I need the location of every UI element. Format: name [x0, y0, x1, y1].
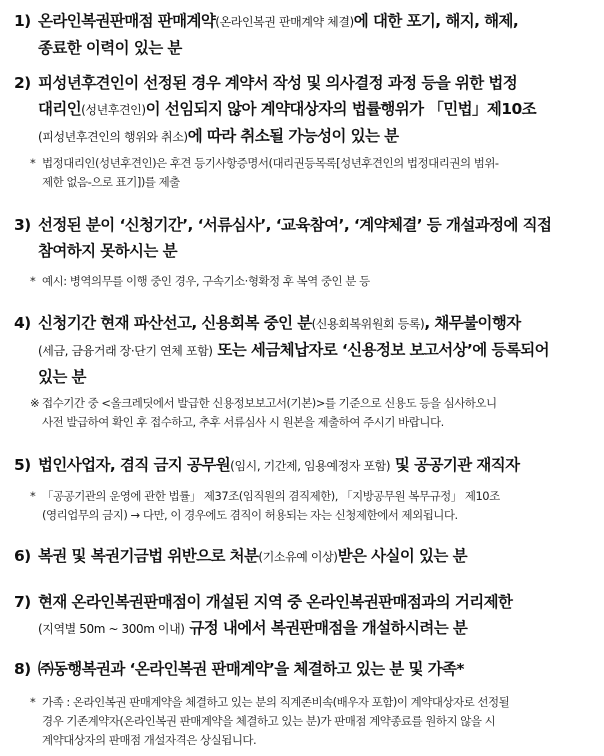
note-mark: * [30, 695, 36, 709]
item-text: 복권 및 복권기금법 위반으로 처분 [38, 547, 259, 565]
item-text: 선정된 분이 ‘신청기간’, ‘서류심사’, ‘교육참여’, ‘계약체결’ 등 개설과정에 직접 [38, 216, 552, 234]
item-1 [14, 8, 594, 61]
item-text: 종료한 이력이 있는 분 [38, 39, 182, 57]
item-number: 3) [14, 216, 31, 234]
item-text: 피성년후견인이 선정된 경우 계약서 작성 및 의사결정 과정 등을 위한 법정 [38, 74, 518, 92]
note-5 [30, 487, 590, 525]
item-text: 받은 사실이 있는 분 [337, 547, 467, 565]
note-text: 경우 기존계약자(온라인복권 판매계약을 체결하고 있는 분)가 판매점 계약종료를 원하지 않을 시 [42, 714, 496, 728]
note-8 [30, 693, 590, 750]
item-number: 2) [14, 74, 31, 92]
note-mark: * [30, 156, 36, 170]
item-text: 온라인복권판매점 판매계약 [38, 12, 216, 30]
item-3 [14, 212, 594, 264]
item-text-small: (지역별 50m ~ 300m 이내) [38, 622, 185, 636]
item-text-small: (성년후견인) [81, 103, 146, 117]
item-text: 신청기간 현재 파산선고, 신용회복 중인 분 [38, 314, 312, 332]
item-6 [14, 543, 594, 570]
item-number: 6) [14, 547, 31, 565]
note-text: 계약대상자의 판매점 개설자격은 상실됩니다. [42, 733, 257, 747]
item-number: 4) [14, 314, 31, 332]
item-text-small: (피성년후견인의 행위와 취소) [38, 130, 188, 144]
item-2 [14, 70, 594, 150]
note-text: 제한 없음-으로 표기])를 제출 [42, 175, 180, 189]
item-text: ㈜동행복권과 ‘온라인복권 판매계약’을 체결하고 있는 분 및 가족* [38, 660, 464, 678]
item-number: 8) [14, 660, 31, 678]
item-text: 에 따라 취소될 가능성이 있는 분 [187, 127, 399, 145]
note-text: (영리업무의 금지) → 다만, 이 경우에도 겸직이 허용되는 자는 신청제한에서 제외됩니다. [42, 508, 458, 522]
item-text-small: (신용회복위원회 등록) [311, 317, 425, 331]
item-number: 5) [14, 456, 31, 474]
item-text: 법인사업자, 겸직 금지 공무원 [38, 456, 231, 474]
note-text: 가족 : 온라인복권 판매계약을 체결하고 있는 분의 직계존비속(배우자 포함)이 계약대상자로 선정될 [42, 695, 510, 709]
item-text: 에 대한 포기, 해지, 해제, [353, 12, 519, 30]
note-text: 예시: 병역의무를 이행 중인 경우, 구속기소·형확정 후 복역 중인 분 등 [42, 274, 370, 288]
note-mark: ※ [30, 396, 40, 410]
item-text: 현재 온라인복권판매점이 개설된 지역 중 온라인복권판매점과의 거리제한 [38, 593, 513, 611]
item-text: 있는 분 [38, 368, 86, 386]
note-mark: * [30, 489, 36, 503]
item-text-small: (기소유예 이상) [258, 550, 338, 564]
item-text: 규정 내에서 복권판매점을 개설하시려는 분 [184, 619, 468, 637]
item-8 [14, 656, 594, 682]
item-text-small: (세금, 금융거래 장·단기 연체 포함) [38, 344, 213, 358]
note-text: 「공공기관의 운영에 관한 법률」 제37조(임직원의 겸직제한), 「지방공무원 복무규정」 제10조 [42, 489, 500, 503]
item-number: 7) [14, 593, 31, 611]
item-text-small: (임시, 기간제, 임용예정자 포함) [230, 459, 391, 473]
item-text: 참여하지 못하시는 분 [38, 242, 177, 260]
note-mark: * [30, 274, 36, 288]
note-4 [30, 394, 590, 432]
note-text: 접수기간 중 <올크레딧에서 발급한 신용정보보고서(기본)>를 기준으로 신용도 등을 심사하오니 [42, 396, 497, 410]
note-3 [30, 272, 590, 291]
item-text: 또는 세금체납자로 ‘신용정보 보고서상’에 등록되어 [212, 341, 549, 359]
item-number: 1) [14, 12, 31, 30]
item-7 [14, 589, 594, 642]
item-text: 이 선임되지 않아 계약대상자의 법률행위가 「민법」제10조 [145, 100, 537, 118]
item-5 [14, 452, 594, 479]
item-text: 및 공공기관 재직자 [390, 456, 520, 474]
note-text: 법정대리인(성년후견인)은 후견 등기사항증명서(대리권등목록[성년후견인의 법정대리권의 범위- [42, 156, 499, 170]
note-text: 사전 발급하여 확인 후 접수하고, 추후 서류심사 시 원본을 제출하여 주시기 바랍니다. [42, 415, 444, 429]
note-2 [30, 154, 590, 192]
item-text: , 채무불이행자 [424, 314, 521, 332]
item-text: 대리인 [38, 100, 82, 118]
item-text-small: (온라인복권 판매계약 체결) [215, 15, 354, 29]
item-4 [14, 310, 594, 390]
